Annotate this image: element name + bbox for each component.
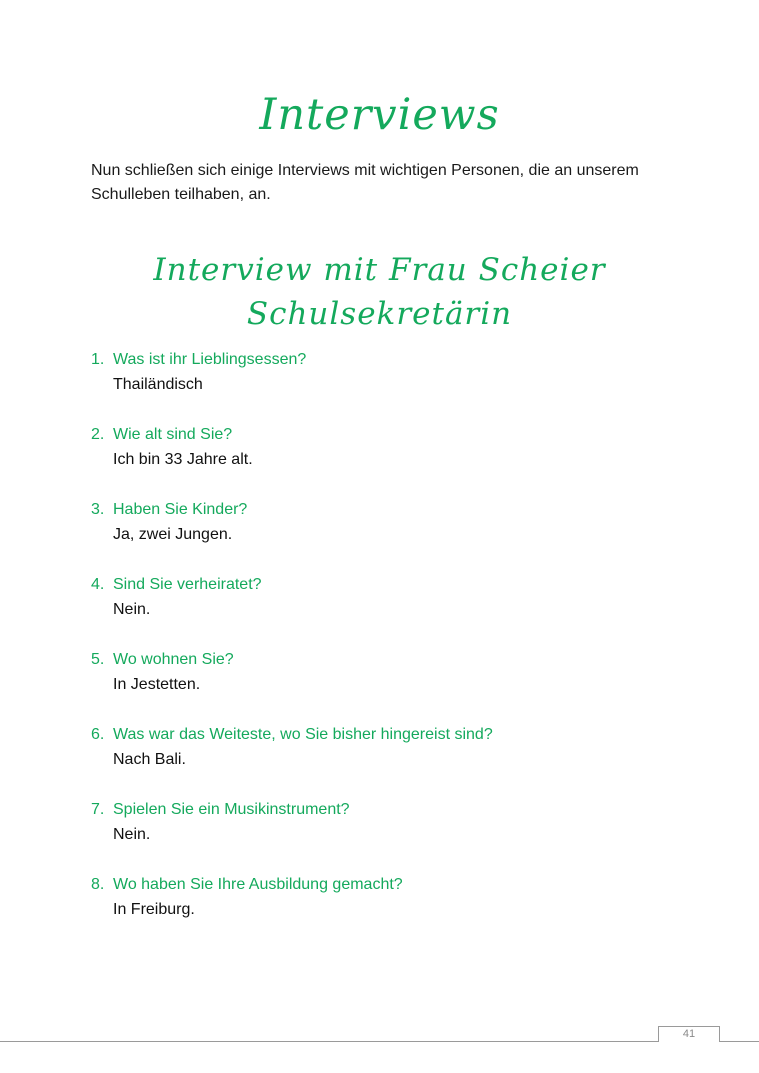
- intro-paragraph: Nun schließen sich einige Interviews mit wichtigen Personen, die an unserem Schulleben teilhaben, an.: [91, 162, 639, 203]
- question-number: 5.: [91, 651, 105, 668]
- question-text: Was ist ihr Lieblingsessen?: [113, 351, 307, 368]
- question-number: 8.: [91, 876, 105, 893]
- question: [91, 422, 691, 447]
- question: [91, 722, 691, 747]
- question-text: Haben Sie Kinder?: [113, 501, 248, 518]
- question-text: Wo haben Sie Ihre Ausbildung gemacht?: [113, 876, 403, 893]
- question: [91, 647, 691, 672]
- list-item: [91, 497, 691, 572]
- question: [91, 797, 691, 822]
- question-number: 1.: [91, 351, 105, 368]
- list-item: [91, 422, 691, 497]
- answer: Ich bin 33 Jahre alt.: [113, 451, 253, 468]
- answer: Ja, zwei Jungen.: [113, 526, 233, 543]
- question-number: 4.: [91, 576, 105, 593]
- answer: In Freiburg.: [113, 901, 195, 918]
- list-item: [91, 347, 691, 422]
- list-item: [91, 797, 691, 872]
- answer: Thailändisch: [113, 376, 203, 393]
- interview-question-list: [91, 347, 691, 947]
- list-item: [91, 722, 691, 797]
- question-number: 2.: [91, 426, 105, 443]
- list-item: [91, 647, 691, 722]
- answer: Nein.: [113, 601, 151, 618]
- list-item: [91, 872, 691, 947]
- section-title: [0, 248, 759, 336]
- answer: Nach Bali.: [113, 751, 186, 768]
- page-number: 41: [658, 1026, 720, 1042]
- page-title: Interviews: [259, 90, 500, 140]
- question-number: 3.: [91, 501, 105, 518]
- answer: Nein.: [113, 826, 151, 843]
- answer: In Jestetten.: [113, 676, 201, 693]
- question-text: Sind Sie verheiratet?: [113, 576, 262, 593]
- question: [91, 872, 691, 897]
- section-title-line-2: Schulsekretärin: [246, 296, 513, 332]
- question-text: Was war das Weiteste, wo Sie bisher hingereist sind?: [113, 726, 493, 743]
- question-text: Wo wohnen Sie?: [113, 651, 234, 668]
- footer-rule: [0, 1041, 759, 1042]
- question-text: Wie alt sind Sie?: [113, 426, 233, 443]
- question: [91, 497, 691, 522]
- question: [91, 347, 691, 372]
- question-number: 6.: [91, 726, 105, 743]
- question: [91, 572, 691, 597]
- question-text: Spielen Sie ein Musikinstrument?: [113, 801, 350, 818]
- section-title-line-1: Interview mit Frau Scheier: [153, 252, 606, 288]
- question-number: 7.: [91, 801, 105, 818]
- list-item: [91, 572, 691, 647]
